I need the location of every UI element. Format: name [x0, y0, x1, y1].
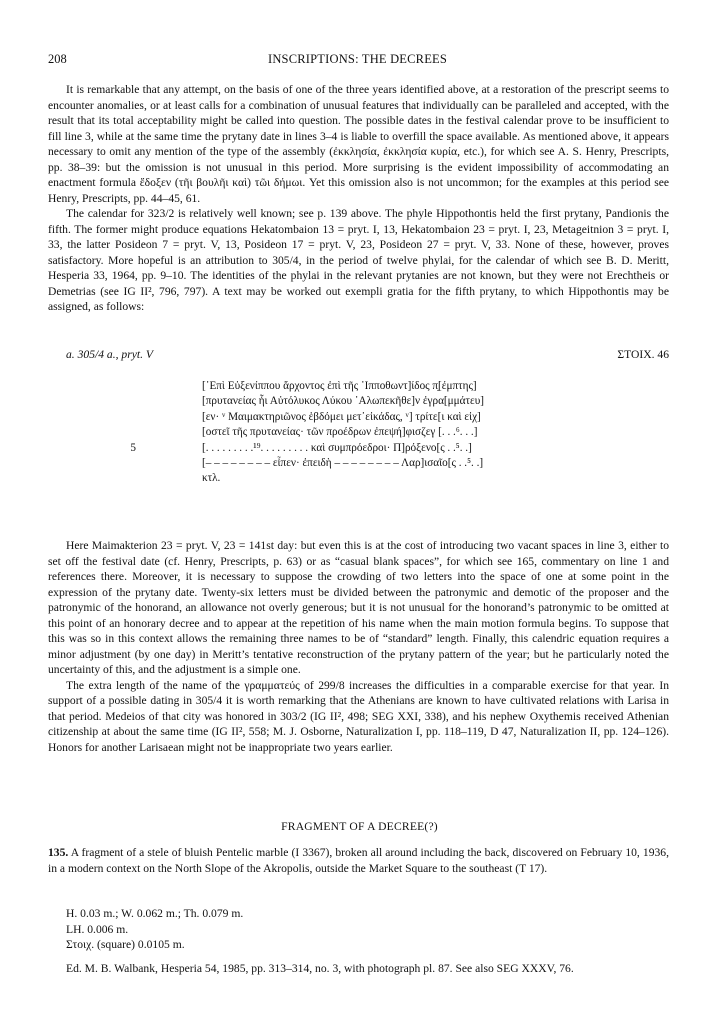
text-header-line — [48, 348, 669, 364]
running-title: INSCRIPTIONS: THE DECREES — [267, 52, 448, 66]
entry-description: A fragment of a stele of bluish Pentelic marble (I 3367), broken all around including the back, discovered on February 10, 1936, in a modern context on the North Slope of the Akropolis, outside the Market Square to the southeast (T 17). — [48, 846, 669, 875]
line-text: [᾿Επὶ Εὐξενίππου ἄρχοντος ἐπὶ τῆς ῾Ιπποθωντ]ίδος π̣[έμπτης] — [202, 380, 477, 392]
dimensions-block — [66, 906, 243, 953]
text-date-label: a. 305/4 a., pryt. V — [66, 348, 153, 361]
page-header — [48, 52, 667, 68]
letter-height-line: LH. 0.006 m. — [66, 922, 129, 936]
dimensions-line: H. 0.03 m.; W. 0.062 m.; Th. 0.079 m. — [66, 907, 244, 920]
line-text: [– – – – – – – – εἶπεν· ἐπειδὴ – – – – – – – – Λαρ]ισαῖο[ς . .⁵. .] — [202, 456, 484, 469]
stoichedon-count: ΣΤΟΙΧ. 46 — [617, 348, 669, 361]
line-text: [πρυτανείας ἧι Αὐτόλυκος Λύκου ᾿Αλωπεκῆθε]ν ἐγρα[μμάτευ] — [202, 395, 484, 408]
paragraph-maimakterion: Here Maimakterion 23 = pryt. V, 23 = 141st day: but even this is at the cost of introducing two vacant spaces in line 3, either to set off the festival date (cf. Henry, Prescripts, p. 63) or as “casual blank spaces”, for which see 165, commentary on line 1 and references there. Moreover, it is necessary to suppose the crowding of two letters into the space of one at some point in the expression of the prytany date. Twenty-six letters must be divided between the patronymic and demotic of the proposer and the patronymic of the honorand, an allowance not overly generous; but it is not unusual for the honorand’s patronymic to be omitted at this point of an honorary decree and to appear at the repetition of his name when the main motion formula begins. To suppose that this was so in this context allows the remaining three names to be of “standard” length. Finally, this calendric equation requires a minor adjustment (by one day) in Meritt’s tentative reconstruction of the prytany pattern of the year; but he particularly noted the uncertainty of this, and the adjustment is a simple one. — [48, 539, 669, 676]
line-text: κτλ. — [202, 472, 221, 485]
page-number: 208 — [48, 52, 67, 66]
line-text: [εν· ᵛ Μαιμακτηριῶνος ἑβδόμει μετ᾿εἰκάδας, ᵛ] τρίτε[ι καὶ εἰχ] — [202, 410, 481, 423]
commentary-block-1 — [48, 82, 669, 315]
section-title: FRAGMENT OF A DECREE(?) — [281, 820, 438, 833]
line-text: [. . . . . . . . .¹⁹. . . . . . . . . καὶ συμπρόεδροι· Π]ρόξενο[ς . .⁵. .] — [202, 441, 472, 454]
entry-number: 135. — [48, 846, 69, 859]
line-text: [οστεῖ τῆς πρυτανείας· τῶν προέδρων ἐπεψή]φισζεγ [. . .⁶. . .] — [202, 426, 478, 439]
paragraph-prescript-anomalies: It is remarkable that any attempt, on the basis of one of the three years identified above, at a restoration of the prescript seems to encounter anomalies, or at least calls for a combination of unusual features that individually can be paralleled and accepted, with the result that its total acceptability might be called into question. The possible dates in the festival calendar prove to be insufficient to fill line 3, while at the same time the prytany date in lines 3–4 is liable to overfill the space available. As mentioned above, it appears necessary to omit any mention of the type of the assembly (ἐκκλησία, ἐκκλησία κυρία, etc.), for which see A. S. Henry, Prescripts, pp. 38–39: but the omission is not unusual in this period. More surprising is the evident impossibility of accommodating an enactment formula ἔδοξεν (τῆι βουλῆι καὶ) τῶι δήμωι. Yet this omission also is not uncommon; for the examples at this period see Henry, Prescripts, pp. 44–45, 61. — [48, 83, 669, 205]
line-number: 5 — [130, 441, 136, 454]
edition-reference: Ed. M. B. Walbank, Hesperia 54, 1985, pp. 313–314, no. 3, with photograph pl. 87. See also SEG XXXV, 76. — [66, 962, 574, 975]
commentary-block-2 — [48, 538, 669, 755]
stoichedon-grid-line: Στοιχ. (square) 0.0105 m. — [66, 938, 185, 951]
paragraph-calendar-323: The calendar for 323/2 is relatively well known; see p. 139 above. The phyle Hippothontis held the first prytany, Pandionis the fifth. The former might produce equations Hekatombaion 13 = pryt. I, 13, Hekatombaion 23 = pryt. I, 23, Metageitnion 3 = pryt. I, 33, the latter Posideon 7 = pryt. V, 13, Posideon 17 = pryt. V, 23, Posideon 27 = pryt. V, 33. None of these, however, proves satisfactory. More hopeful is an attribution to 305/4, in the period of twelve phylai, for the calendar of which see B. D. Meritt, Hesperia 33, 1964, pp. 9–10. The identities of the phylai in the relevant prytanies are not known, but they were not Erechtheis or Demetrias (see IG II², 796, 797). A text may be worked out exempli gratia for the fifth prytany, to which Hippothontis may be assigned, as follows: — [48, 207, 669, 313]
paragraph-grammateus: The extra length of the name of the γραμματεύς of 299/8 increases the difficulties in a comparable exercise for that year. In support of a possible dating in 305/4 it is worth remarking that the Athenians are known to have cultivated relations with Larisa in that period. Medeios of that city was honored in 303/2 (IG II², 498; SEG XXI, 338), and his nephew Oxythemis received Athenian citizenship at about the same time (IG II², 558; M. J. Osborne, Naturalization I, pp. 118–119, D 47, Naturalization II, pp. 124–126). Honors for another Larisaean might not be inappropriate two years earlier. — [48, 678, 669, 754]
catalog-entry — [48, 845, 669, 876]
